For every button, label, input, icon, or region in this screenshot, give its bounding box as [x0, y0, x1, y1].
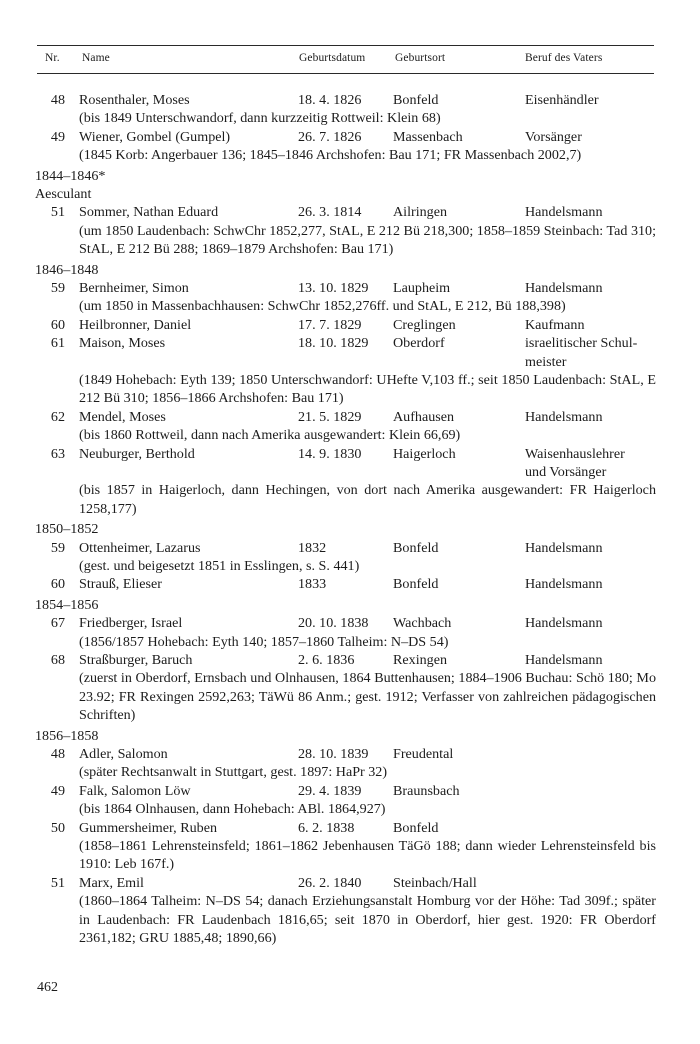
entry-father-occupation: Kaufmann	[525, 316, 585, 333]
entry-note: (um 1850 Laudenbach: SchwChr 1852,277, StAL, E 212 Bü 218,300; 1858–1859 Steinbach: Tad 310; StAL, E 212 Bü 288; 1869–1879 Archshofen: Bau 171)	[79, 222, 656, 258]
entry-row	[37, 651, 656, 669]
entry-birthplace: Wachbach	[393, 615, 452, 632]
entry-row	[37, 279, 656, 297]
register-entry	[37, 91, 656, 128]
entry-father-occupation: Eisenhändler	[525, 92, 599, 108]
register-entry	[37, 539, 656, 576]
entry-birthplace: Rexingen	[393, 652, 448, 669]
register-entry	[37, 128, 656, 165]
entry-birthdate: 1832	[298, 539, 327, 556]
period-heading: 1846–1848	[35, 261, 99, 278]
entry-number: 61	[50, 335, 65, 352]
entry-row	[37, 575, 656, 593]
entry-birthdate: 26. 7. 1826	[298, 128, 362, 145]
entry-number: 68	[50, 652, 65, 669]
entry-row	[37, 745, 656, 763]
entry-birthdate: 26. 2. 1840	[298, 874, 362, 891]
entry-birthdate: 14. 9. 1830	[298, 445, 362, 462]
entry-number: 59	[50, 539, 65, 556]
entry-birthdate: 18. 4. 1826	[298, 92, 362, 108]
entry-row	[37, 91, 656, 109]
entry-birthplace: Oberdorf	[393, 335, 445, 352]
period-heading: Aesculant	[35, 186, 92, 202]
entry-birthdate: 2. 6. 1836	[298, 652, 355, 669]
entry-father-occupation: Vorsänger	[525, 128, 582, 145]
entry-birthplace: Creglingen	[393, 316, 456, 333]
register-entries	[37, 91, 656, 947]
header-top-rule	[37, 45, 654, 46]
entry-birthplace: Freudental	[393, 746, 454, 763]
entry-row	[37, 782, 656, 800]
entry-row	[37, 128, 656, 146]
column-header-father-occupation: Beruf des Vaters	[525, 52, 603, 64]
entry-birthdate: 28. 10. 1839	[298, 746, 369, 763]
entry-name: Friedberger, Israel	[79, 615, 183, 632]
entry-birthdate: 1833	[298, 576, 327, 593]
register-entry	[37, 316, 656, 334]
period-heading: 1844–1846*	[35, 167, 106, 184]
register-entry	[37, 203, 656, 258]
entry-note: (1856/1857 Hohebach: Eyth 140; 1857–1860 Talheim: N–DS 54)	[79, 633, 449, 650]
entry-name: Marx, Emil	[79, 874, 144, 891]
entry-birthplace: Bonfeld	[393, 819, 439, 836]
entry-father-occupation: Handelsmann	[525, 280, 603, 297]
register-entry	[37, 782, 656, 819]
register-entry	[37, 819, 656, 874]
entry-father-occupation: israelitischer Schul-	[525, 335, 638, 352]
register-entry	[37, 614, 656, 651]
register-entry	[37, 279, 656, 316]
entry-number: 59	[50, 280, 65, 297]
entry-birthplace: Ailringen	[393, 204, 448, 221]
register-entry	[37, 651, 656, 725]
period-heading: 1850–1852	[35, 521, 99, 538]
entry-row	[37, 203, 656, 221]
entry-birthplace: Laupheim	[393, 280, 451, 297]
entry-father-occupation: Handelsmann	[525, 652, 603, 669]
entry-birthdate: 26. 3. 1814	[298, 204, 362, 221]
entry-note: (später Rechtsanwalt in Stuttgart, gest. 1897: HaPr 32)	[79, 764, 388, 781]
entry-father-occupation: Handelsmann	[525, 615, 603, 632]
entry-name: Heilbronner, Daniel	[79, 316, 192, 333]
entry-note: (1860–1864 Talheim: N–DS 54; danach Erziehungsanstalt Homburg vor der Höhe: Tad 309f.; später in Laudenbach: FR Laudenbach 1816,65; seit 1870 in Oberdorf, hier gest. 1920: FR Oberdorf 2361,182; GRU 1885,48; 1890,66)	[79, 893, 656, 947]
entry-birthplace: Bonfeld	[393, 539, 439, 556]
entry-note: (1858–1861 Lehrensteinsfeld; 1861–1862 Jebenhausen TäGö 188; dann wieder Lehrensteinsfeld bis 1910: Leb 167f.)	[79, 838, 656, 873]
register-entry	[37, 745, 656, 782]
entry-birthplace: Bonfeld	[393, 576, 439, 593]
register-entry	[37, 408, 656, 445]
entry-row	[37, 614, 656, 632]
header-bottom-rule	[37, 73, 654, 74]
entry-note: (bis 1857 in Haigerloch, dann Hechingen, von dort nach Amerika ausgewandert: FR Haigerloch 1258,177)	[79, 482, 656, 517]
entry-number: 60	[50, 576, 65, 593]
entry-name: Ottenheimer, Lazarus	[79, 539, 201, 556]
entry-father-occupation-continued: und Vorsänger	[525, 464, 607, 480]
entry-name: Rosenthaler, Moses	[79, 92, 190, 108]
column-header-nr: Nr.	[45, 52, 60, 64]
entry-row	[37, 539, 656, 557]
entry-name: Maison, Moses	[79, 335, 166, 352]
entry-note: (bis 1849 Unterschwandorf, dann kurzzeitig Rottweil: Klein 68)	[79, 110, 441, 127]
entry-birthdate: 17. 7. 1829	[298, 316, 362, 333]
column-header-birthdate: Geburtsdatum	[299, 52, 366, 64]
entry-birthdate: 13. 10. 1829	[298, 280, 369, 297]
period-heading: 1856–1858	[35, 727, 99, 744]
entry-number: 50	[50, 819, 65, 836]
entry-note: (bis 1860 Rottweil, dann nach Amerika ausgewandert: Klein 66,69)	[79, 427, 461, 444]
entry-number: 48	[50, 92, 65, 108]
entry-row	[37, 874, 656, 892]
entry-name: Falk, Salomon Löw	[79, 782, 191, 799]
entry-name: Wiener, Gombel (Gumpel)	[79, 128, 231, 145]
entry-father-occupation: Handelsmann	[525, 204, 603, 221]
entry-number: 49	[50, 128, 65, 145]
entry-number: 63	[50, 445, 65, 462]
entry-note: (zuerst in Oberdorf, Ernsbach und Olnhausen, 1864 Buttenhausen; 1884–1906 Buchau: Schö 180; Mo 23.92; FR Rexingen 2592,263; TäWü 86 Anm.; gest. 1912; Verfasser von zahlreichen pädagogischen Schriften)	[79, 670, 656, 724]
entry-number: 60	[50, 316, 65, 333]
entry-birthdate: 18. 10. 1829	[298, 335, 369, 352]
entry-name: Neuburger, Berthold	[79, 445, 195, 462]
entry-note: (1845 Korb: Angerbauer 136; 1845–1846 Archshofen: Bau 171; FR Massenbach 2002,7)	[79, 147, 582, 164]
entry-name: Strauß, Elieser	[79, 576, 162, 593]
entry-birthplace: Aufhausen	[393, 408, 455, 425]
entry-number: 62	[50, 408, 65, 425]
entry-row	[37, 408, 656, 426]
entry-note: (gest. und beigesetzt 1851 in Esslingen, s. S. 441)	[79, 558, 360, 575]
entry-birthplace: Bonfeld	[393, 92, 439, 108]
entry-row	[37, 445, 656, 463]
entry-father-occupation: Handelsmann	[525, 576, 603, 593]
register-entry	[37, 334, 656, 408]
entry-name: Sommer, Nathan Eduard	[79, 204, 219, 221]
entry-birthdate: 20. 10. 1838	[298, 615, 369, 632]
entry-note: (um 1850 in Massenbachhausen: SchwChr 1852,276ff. und StAL, E 212, Bü 188,398)	[79, 298, 566, 315]
entry-father-occupation: Handelsmann	[525, 539, 603, 556]
entry-birthplace: Steinbach/Hall	[393, 874, 477, 891]
entry-name: Straßburger, Baruch	[79, 652, 193, 669]
entry-row	[37, 334, 656, 352]
page-number: 462	[37, 980, 58, 995]
entry-name: Adler, Salomon	[79, 746, 168, 763]
entry-birthdate: 21. 5. 1829	[298, 408, 362, 425]
entry-birthplace: Braunsbach	[393, 782, 460, 799]
column-header-birthplace: Geburtsort	[395, 52, 446, 64]
register-entry	[37, 575, 656, 593]
entry-father-occupation-continued: meister	[525, 353, 567, 370]
entry-father-occupation: Waisenhauslehrer	[525, 445, 625, 462]
entry-birthplace: Massenbach	[393, 128, 463, 145]
register-entry	[37, 874, 656, 948]
entry-note: (1849 Hohebach: Eyth 139; 1850 Unterschwandorf: UHefte V,103 ff.; seit 1850 Laudenbach: StAL, E 212 Bü 310; 1856–1866 Archshofen: Bau 171)	[79, 372, 656, 407]
entry-birthdate: 29. 4. 1839	[298, 782, 362, 799]
entry-name: Gummersheimer, Ruben	[79, 819, 217, 836]
entry-row	[37, 316, 656, 334]
entry-father-occupation: Handelsmann	[525, 408, 603, 425]
entry-birthdate: 6. 2. 1838	[298, 819, 355, 836]
entry-number: 51	[50, 874, 65, 891]
entry-note: (bis 1864 Olnhausen, dann Hohebach: ABl. 1864,927)	[79, 801, 386, 818]
entry-number: 49	[50, 782, 65, 799]
entry-number: 48	[50, 746, 65, 763]
entry-name: Mendel, Moses	[79, 408, 166, 425]
entry-birthplace: Haigerloch	[393, 445, 456, 462]
register-entry	[37, 445, 656, 519]
column-header-name: Name	[82, 52, 110, 64]
entry-row	[37, 819, 656, 837]
period-heading: 1854–1856	[35, 596, 99, 613]
entry-number: 67	[50, 615, 65, 632]
entry-name: Bernheimer, Simon	[79, 280, 189, 297]
entry-number: 51	[50, 204, 65, 221]
